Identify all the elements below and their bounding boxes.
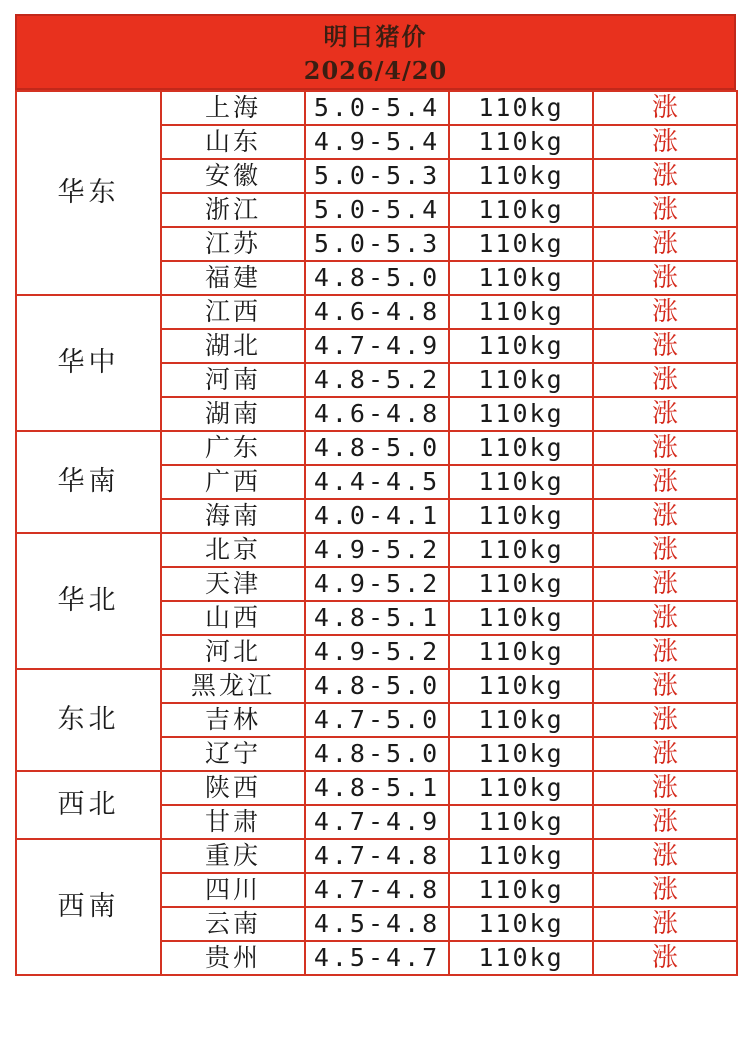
- trend-cell: 涨: [593, 295, 737, 329]
- province-cell: 河北: [161, 635, 305, 669]
- province-cell: 陕西: [161, 771, 305, 805]
- province-cell: 河南: [161, 363, 305, 397]
- price-table: [15, 90, 738, 976]
- price-cell: 5.0-5.4: [305, 91, 449, 125]
- province-cell: 湖南: [161, 397, 305, 431]
- weight-cell: 110kg: [449, 227, 593, 261]
- trend-cell: 涨: [593, 533, 737, 567]
- trend-cell: 涨: [593, 91, 737, 125]
- region-cell: 华东: [16, 91, 161, 295]
- trend-cell: 涨: [593, 159, 737, 193]
- trend-cell: 涨: [593, 397, 737, 431]
- trend-cell: 涨: [593, 737, 737, 771]
- province-cell: 上海: [161, 91, 305, 125]
- trend-cell: 涨: [593, 125, 737, 159]
- price-cell: 4.7-4.8: [305, 839, 449, 873]
- weight-cell: 110kg: [449, 703, 593, 737]
- province-cell: 吉林: [161, 703, 305, 737]
- weight-cell: 110kg: [449, 737, 593, 771]
- trend-cell: 涨: [593, 805, 737, 839]
- table-row: [16, 91, 737, 125]
- page-title: 明日猪价: [323, 22, 428, 51]
- table-row: [16, 533, 737, 567]
- trend-cell: 涨: [593, 601, 737, 635]
- weight-cell: 110kg: [449, 941, 593, 975]
- price-cell: 4.9-5.4: [305, 125, 449, 159]
- trend-cell: 涨: [593, 329, 737, 363]
- table-header: [15, 14, 736, 90]
- province-cell: 山西: [161, 601, 305, 635]
- trend-cell: 涨: [593, 873, 737, 907]
- weight-cell: 110kg: [449, 397, 593, 431]
- table-row: [16, 839, 737, 873]
- weight-cell: 110kg: [449, 159, 593, 193]
- province-cell: 湖北: [161, 329, 305, 363]
- region-cell: 华南: [16, 431, 161, 533]
- price-cell: 4.0-4.1: [305, 499, 449, 533]
- price-cell: 4.8-5.1: [305, 601, 449, 635]
- weight-cell: 110kg: [449, 465, 593, 499]
- weight-cell: 110kg: [449, 771, 593, 805]
- trend-cell: 涨: [593, 193, 737, 227]
- trend-cell: 涨: [593, 771, 737, 805]
- price-cell: 4.6-4.8: [305, 295, 449, 329]
- province-cell: 贵州: [161, 941, 305, 975]
- province-cell: 云南: [161, 907, 305, 941]
- trend-cell: 涨: [593, 567, 737, 601]
- price-cell: 4.7-4.9: [305, 329, 449, 363]
- price-cell: 4.9-5.2: [305, 533, 449, 567]
- table-row: [16, 669, 737, 703]
- price-cell: 4.8-5.0: [305, 737, 449, 771]
- weight-cell: 110kg: [449, 533, 593, 567]
- trend-cell: 涨: [593, 363, 737, 397]
- price-cell: 4.8-5.1: [305, 771, 449, 805]
- date-label: 2026/4/20: [303, 56, 448, 85]
- province-cell: 海南: [161, 499, 305, 533]
- trend-cell: 涨: [593, 635, 737, 669]
- weight-cell: 110kg: [449, 363, 593, 397]
- price-cell: 4.9-5.2: [305, 567, 449, 601]
- price-sheet: [15, 14, 736, 976]
- price-cell: 4.8-5.0: [305, 431, 449, 465]
- province-cell: 甘肃: [161, 805, 305, 839]
- trend-cell: 涨: [593, 839, 737, 873]
- province-cell: 四川: [161, 873, 305, 907]
- region-cell: 华中: [16, 295, 161, 431]
- trend-cell: 涨: [593, 703, 737, 737]
- weight-cell: 110kg: [449, 567, 593, 601]
- price-cell: 4.7-4.8: [305, 873, 449, 907]
- weight-cell: 110kg: [449, 635, 593, 669]
- table-row: [16, 771, 737, 805]
- province-cell: 黑龙江: [161, 669, 305, 703]
- trend-cell: 涨: [593, 431, 737, 465]
- province-cell: 北京: [161, 533, 305, 567]
- region-cell: 华北: [16, 533, 161, 669]
- weight-cell: 110kg: [449, 91, 593, 125]
- trend-cell: 涨: [593, 941, 737, 975]
- price-cell: 4.4-4.5: [305, 465, 449, 499]
- province-cell: 福建: [161, 261, 305, 295]
- table-row: [16, 295, 737, 329]
- province-cell: 山东: [161, 125, 305, 159]
- trend-cell: 涨: [593, 227, 737, 261]
- price-cell: 4.5-4.7: [305, 941, 449, 975]
- province-cell: 重庆: [161, 839, 305, 873]
- price-cell: 4.7-5.0: [305, 703, 449, 737]
- trend-cell: 涨: [593, 261, 737, 295]
- price-cell: 4.8-5.0: [305, 261, 449, 295]
- province-cell: 江西: [161, 295, 305, 329]
- province-cell: 浙江: [161, 193, 305, 227]
- price-cell: 4.6-4.8: [305, 397, 449, 431]
- province-cell: 广西: [161, 465, 305, 499]
- weight-cell: 110kg: [449, 431, 593, 465]
- weight-cell: 110kg: [449, 125, 593, 159]
- price-cell: 5.0-5.3: [305, 159, 449, 193]
- price-cell: 4.9-5.2: [305, 635, 449, 669]
- province-cell: 广东: [161, 431, 305, 465]
- weight-cell: 110kg: [449, 907, 593, 941]
- weight-cell: 110kg: [449, 601, 593, 635]
- province-cell: 江苏: [161, 227, 305, 261]
- price-table-body: [16, 91, 737, 975]
- price-cell: 4.5-4.8: [305, 907, 449, 941]
- province-cell: 安徽: [161, 159, 305, 193]
- weight-cell: 110kg: [449, 295, 593, 329]
- province-cell: 天津: [161, 567, 305, 601]
- weight-cell: 110kg: [449, 805, 593, 839]
- weight-cell: 110kg: [449, 839, 593, 873]
- price-cell: 5.0-5.4: [305, 193, 449, 227]
- weight-cell: 110kg: [449, 669, 593, 703]
- weight-cell: 110kg: [449, 193, 593, 227]
- region-cell: 西南: [16, 839, 161, 975]
- province-cell: 辽宁: [161, 737, 305, 771]
- weight-cell: 110kg: [449, 873, 593, 907]
- table-row: [16, 431, 737, 465]
- price-cell: 4.8-5.2: [305, 363, 449, 397]
- price-cell: 5.0-5.3: [305, 227, 449, 261]
- trend-cell: 涨: [593, 669, 737, 703]
- weight-cell: 110kg: [449, 329, 593, 363]
- weight-cell: 110kg: [449, 499, 593, 533]
- trend-cell: 涨: [593, 907, 737, 941]
- trend-cell: 涨: [593, 499, 737, 533]
- region-cell: 东北: [16, 669, 161, 771]
- region-cell: 西北: [16, 771, 161, 839]
- price-cell: 4.7-4.9: [305, 805, 449, 839]
- trend-cell: 涨: [593, 465, 737, 499]
- weight-cell: 110kg: [449, 261, 593, 295]
- price-cell: 4.8-5.0: [305, 669, 449, 703]
